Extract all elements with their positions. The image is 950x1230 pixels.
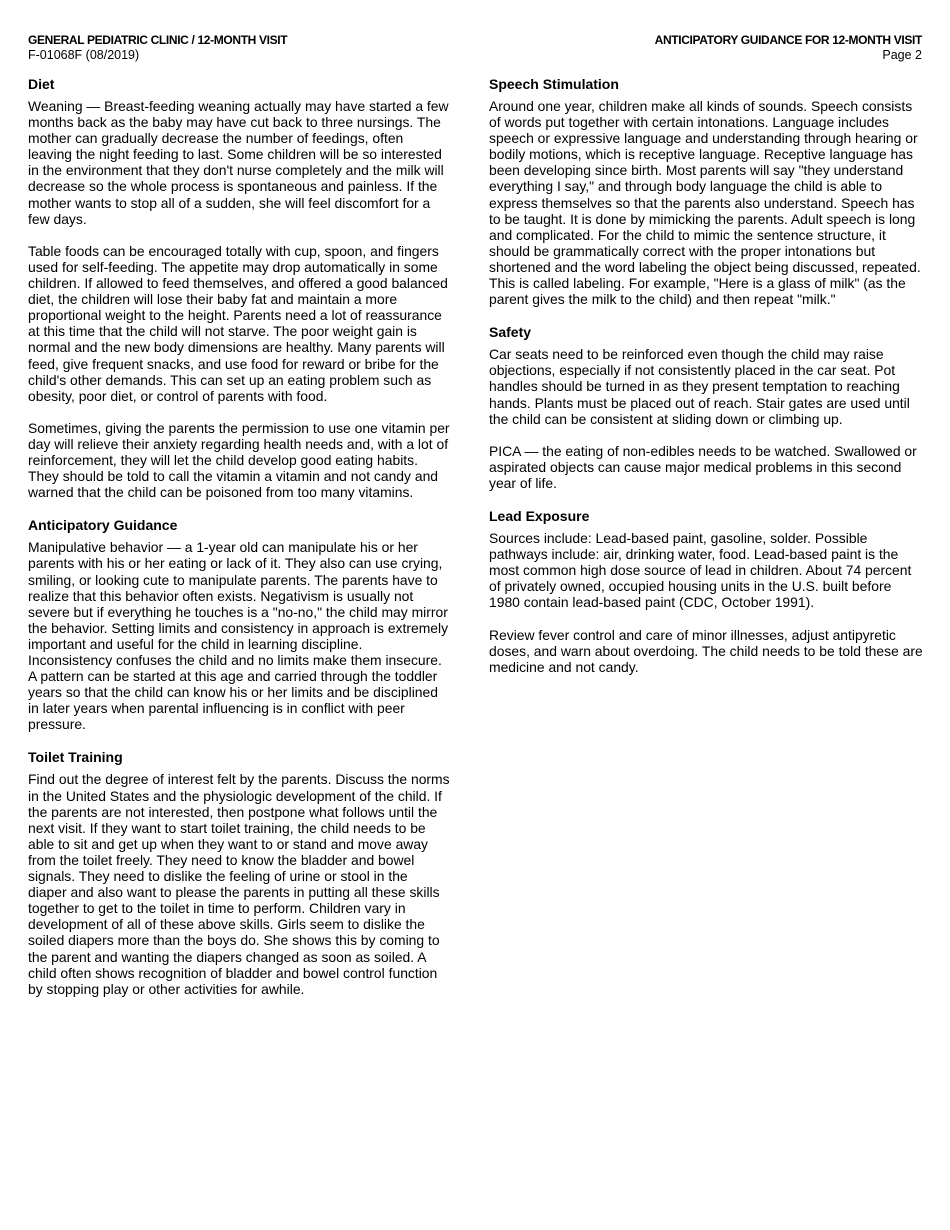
header-right	[655, 33, 922, 62]
paragraph-car-seats: Car seats need to be reinforced even though the child may raise objections, especially if not consistently placed in the car seat. Pot handles should be turned in as they present temptation to reaching hands. Plants must be placed out of reach. Stair gates are used until the child can be consistent at sliding down or climbing up.	[489, 346, 910, 427]
section-heading-speech-stimulation: Speech Stimulation	[489, 76, 619, 92]
paragraph-lead-sources: Sources include: Lead-based paint, gasoline, solder. Possible pathways include: air, drinking water, food. Lead-based paint is the most common high dose source of lead in children. About 74 percent of privately owned, occupied housing units in the U.S. built before 1980 contain lead-based paint (CDC, October 1991).	[489, 530, 912, 611]
section-speech-stimulation	[489, 76, 925, 307]
paragraph-vitamins: Sometimes, giving the parents the permission to use one vitamin per day will relieve their anxiety regarding health needs and, with a lot of reinforcement, they will let the child develop good eating habits. They should be told to call the vitamin a vitamin and not candy and warned that the child can be poisoned from too many vitamins.	[28, 419, 450, 501]
paragraph-speech: Around one year, children make all kinds of sounds. Speech consists of words put together with certain intonations. Language includes speech or expressive language and understanding through hearing or bodily motions, which is receptive language. Receptive language has been developing since birth. Most parents will say "they understand everything I say," and through body language the child is able to express themselves so that the parents also understand. Speech has to be taught. It is done by mimicking the parents. Adult speech is long and complicated. For the child to mimic the sentence structure, it should be grammatically correct with the proper intonations but shortened and the word labeling the object being discussed, repeated. This is called labeling. For example, "Here is a glass of milk" (as the parent gives the milk to the child) and then repeat "milk."	[489, 98, 921, 308]
paragraph-table-foods: Table foods can be encouraged totally with cup, spoon, and fingers used for self-feeding. The appetite may drop automatically in some children. If allowed to feed themselves, and offered a good balanced diet, the children will lose their baby fat and maintain a more proportional weight to the height. Parents need a lot of reassurance at this time that the child will not starve. The poor weight gain is normal and the new body dimensions are healthy. Many parents will feed, give frequent snacks, and use food for reward or bribe for the child's other demands. This can set up an eating problem such as obesity, poor diet, or control of parents with food.	[28, 242, 448, 404]
paragraph-manipulative-behavior: Manipulative behavior — a 1-year old can manipulate his or her parents with his or her eating or lack of it. They also can use crying, smiling, or looking cute to manipulate parents. The parents have to realize that this behavior often exists. Negativism is usually not severe but if everything he touches is a "no-no," the child may mirror the behavior. Setting limits and consistency in approach is extremely important and useful for the child in learning discipline. Inconsistency confuses the child and no limits make them insecure. A pattern can be started at this age and carried through the toddler years so that the child can know his or her limits and be disciplined in later years when parental influencing is in conflict with peer pressure.	[28, 539, 449, 733]
section-anticipatory-guidance	[28, 517, 450, 732]
section-toilet-training	[28, 749, 450, 996]
clinic-visit-title: GENERAL PEDIATRIC CLINIC / 12-MONTH VISIT	[28, 33, 288, 47]
section-heading-diet: Diet	[28, 76, 55, 92]
document-title: ANTICIPATORY GUIDANCE FOR 12-MONTH VISIT	[654, 33, 922, 47]
right-column	[489, 76, 925, 692]
section-heading-toilet-training: Toilet Training	[28, 749, 123, 766]
section-lead-exposure	[489, 508, 925, 675]
paragraph-fever-control: Review fever control and care of minor illnesses, adjust antipyretic doses, and warn about overdoing. The child needs to be told these are medicine and not candy.	[489, 626, 923, 675]
section-heading-anticipatory-guidance: Anticipatory Guidance	[28, 517, 178, 534]
paragraph-pica: PICA — the eating of non-edibles needs to be watched. Swallowed or aspirated objects can cause major medical problems in this second year of life.	[489, 442, 917, 491]
section-heading-safety: Safety	[489, 324, 532, 341]
left-column	[28, 76, 450, 1014]
form-number: F-01068F (08/2019)	[28, 48, 140, 62]
paragraph-toilet-training: Find out the degree of interest felt by the parents. Discuss the norms in the United States and the physiologic development of the child. If the parents are not interested, then postpone what follows until the next visit. If they want to start toilet training, the child needs to be able to sit and get up when they want to or stand and move away from the toilet freely. They need to know the bladder and bowel signals. They need to dislike the feeling of urine or stool in the diaper and also want to please the parents in putting all these skills together to get to the toilet in time to perform. Children vary in development of all of these above skills. Girls seem to dislike the soiled diapers more than the boys do. She shows this by coming to the parent and wanting the diapers changed as soon as soiled. A child often shows recognition of bladder and bowel control function by stopping play or other activities for awhile.	[28, 771, 450, 997]
header-left	[28, 33, 287, 62]
paragraph-weaning: Weaning — Breast-feeding weaning actually may have started a few months back as the baby may have cut back to three nursings. The mother can gradually decrease the number of feedings, often leaving the night feeding to last. Some children will be so interested in the environment that they don't nurse completely and the milk will decrease so the whole process is spontaneous and painless. If the mother wants to stop all of a sudden, she will feel discomfort for a few days.	[28, 98, 449, 227]
page-number: Page 2	[882, 48, 922, 62]
section-safety	[489, 324, 925, 491]
section-diet	[28, 76, 450, 500]
section-heading-lead-exposure: Lead Exposure	[489, 508, 590, 525]
